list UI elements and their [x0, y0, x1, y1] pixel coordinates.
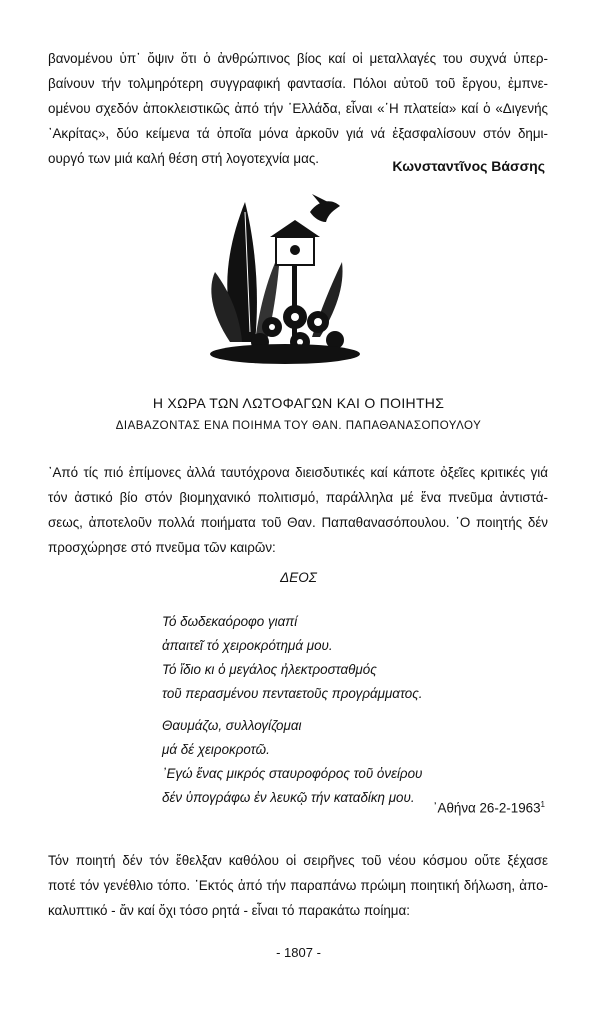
- poem-line: μά δέ χειροκροτῶ.: [162, 742, 270, 757]
- paragraph-line: σεως, ἀποτελοῦν πολλά ποιήματα τοῦ Θαν. Παπαθανασόπουλου. ῾Ο ποιητής δέν: [48, 515, 548, 530]
- poem-line: Τό δωδεκαόροφο γιαπί: [162, 614, 298, 629]
- article-subtitle: ΔΙΑΒΑΖΟΝΤΑΣ ΕΝΑ ΠΟΙΗΜΑ ΤΟΥ ΘΑΝ. ΠΑΠΑΘΑΝΑΣΟΠΟΥΛΟΥ: [115, 420, 482, 432]
- footnote-mark: 1: [540, 800, 545, 809]
- paragraph-line: τόν ἀστικό βίο στόν βιομηχανικό πολιτισμό, παράλληλα μέ ἕνα πνεῦμα ἀντιστά-: [48, 490, 548, 505]
- paragraph-line: ουργό των μιά καλή θέση στή λογοτεχνία μας.: [48, 151, 320, 166]
- decorative-illustration: [200, 192, 360, 367]
- top-paragraph: [48, 46, 548, 171]
- paragraph-line: ᾽Ακρίτας», δύο κείμενα τά ὁποῖα μόνα ἀρκοῦν γιά νά ἐξασφαλίσουν στόν δημι-: [48, 126, 548, 141]
- poem-line: Τό ἴδιο κι ὁ μεγάλος ἠλεκτροσταθμός: [162, 662, 377, 677]
- paragraph-line: βαίνουν τήν τολμηρότερη συγγραφική φαντασία. Πόλοι αὐτοῦ τοῦ ἔργου, ἐμπνε-: [48, 76, 548, 91]
- paragraph-line: ᾽Από τίς πιό ἐπίμονες ἀλλά ταυτόχρονα διεισδυτικές καί κάποτε ὀξεῖες κριτικές γιά: [48, 465, 548, 480]
- poem-title: ΔΕΟΣ: [280, 570, 317, 585]
- intro-paragraph: [48, 460, 548, 560]
- page-number: - 1807 -: [276, 945, 321, 960]
- poem-stanza-1: [162, 610, 422, 706]
- poem-date: [433, 800, 545, 815]
- date-text: ᾽Αθήνα 26-2-1963: [433, 800, 541, 816]
- paragraph-line: βανομένου ὑπ᾽ ὄψιν ὅτι ὁ ἀνθρώπινος βίος καί οἱ μεταλλαγές του συχνά ὑπερ-: [48, 51, 548, 66]
- poem-line: Θαυμάζω, συλλογίζομαι: [162, 718, 302, 733]
- paragraph-line: Τόν ποιητή δέν τόν ἔθελξαν καθόλου οἱ σειρῆνες τοῦ νέου κόσμου οὔτε ξέχασε: [48, 853, 548, 868]
- author-signature: Κωνσταντῖνος Βάσσης: [392, 158, 545, 174]
- closing-paragraph: [48, 848, 548, 923]
- poem-stanza-2: [162, 714, 422, 810]
- poem-line: τοῦ περασμένου πενταετοῦς προγράμματος.: [162, 686, 423, 701]
- paragraph-line: ομένου σχεδόν ἀποκλειστικῶς ἀπό τήν ῾Ελλάδα, εἶναι «῾Η πλατεία» καί ὁ «Διγενής: [48, 101, 548, 116]
- article-title: Η ΧΩΡΑ ΤΩΝ ΛΩΤΟΦΑΓΩΝ ΚΑΙ Ο ΠΟΙΗΤΗΣ: [152, 395, 445, 411]
- paragraph-line: καλυπτικό - ἄν καί ὄχι τόσο ρητά - εἶναι τό παρακάτω ποίημα:: [48, 903, 410, 918]
- poem-line: ᾽Εγώ ἕνας μικρός σταυροφόρος τοῦ ὀνείρου: [162, 766, 423, 781]
- poem-line: ἀπαιτεῖ τό χειροκρότημά μου.: [162, 638, 333, 653]
- paragraph-line: προσχώρησε στό πνεῦμα τῶν καιρῶν:: [48, 540, 276, 555]
- poem-line: δέν ὑπογράφω ἐν λευκῷ τήν καταδίκη μου.: [162, 790, 415, 805]
- paragraph-line: ποτέ τόν γενέθλιο τόπο. ᾽Εκτός ἀπό τήν παραπάνω πρώιμη ποιητική δήλωση, ἀπο-: [48, 878, 548, 893]
